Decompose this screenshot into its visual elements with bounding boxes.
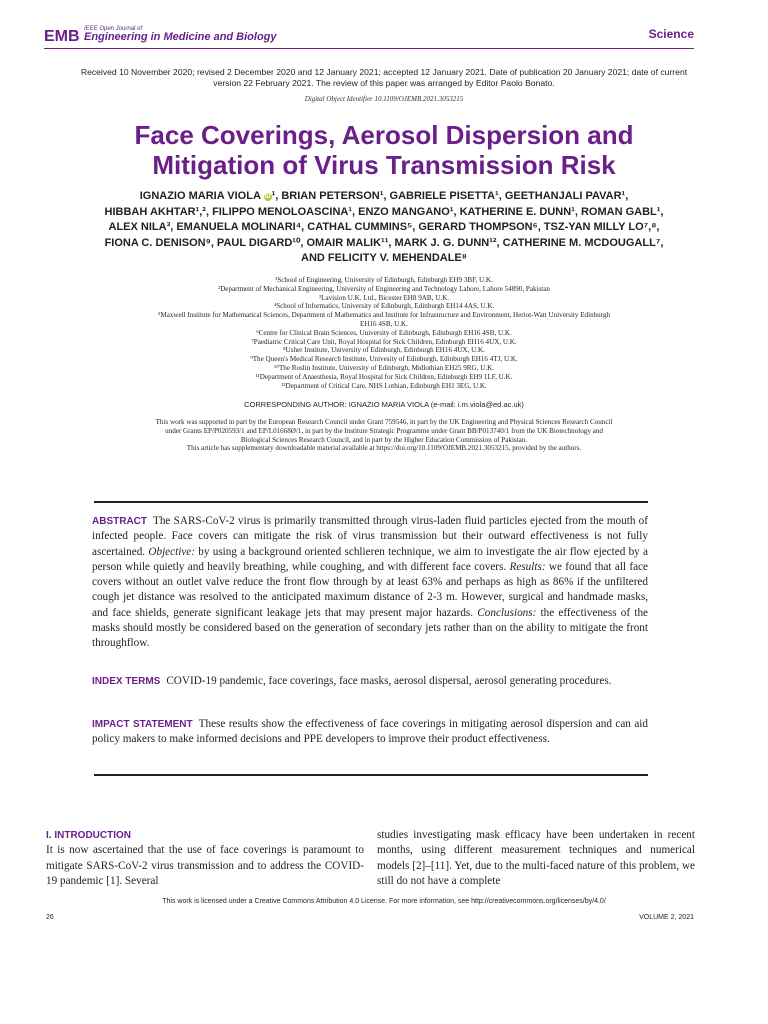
affiliation: ¹¹Department of Anaesthesia, Royal Hospital for Sick Children, Edinburgh EH9 1LF, U.K. <box>255 372 513 381</box>
author-line-4: FIONA C. DENISON⁹, PAUL DIGARD¹⁰, OMAIR MALIK¹¹, MARK J. G. DUNN¹², CATHERINE M. MCDOUGALL⁷, <box>104 236 664 249</box>
journal-name: Engineering in Medicine and Biology <box>84 31 277 43</box>
funding-line: under Grants EP/P020593/1 and EP/L01668Ø/1, in part by the Institute Strategic Programme under Grant BB/P013740/1 from the UK Biotechnology and <box>165 426 603 435</box>
affiliation: ⁴School of Informatics, University of Edinburgh, Edinburgh EH14 4AS, U.K. <box>273 302 495 311</box>
affiliation: ⁹The Queen's Medical Research Institute, Univesity of Edinburgh, Edinburgh EH16 4TJ, U.K. <box>250 355 518 364</box>
author-line-3: ALEX NILA³, EMANUELA MOLINARI⁴, CATHAL CUMMINS⁵, GERARD THOMPSON⁶, TSZ-YAN MILLY LO⁷,⁸, <box>108 221 660 233</box>
corresponding-author: CORRESPONDING AUTHOR: IGNAZIO MARIA VIOLA (e-mail: i.m.viola@ed.ac.uk) <box>244 400 524 409</box>
impact-text: These results show the effectiveness of face coverings in mitigating aerosol dispersion and can aid policy makers to make informed decisions and PPE developers to improve their product effectiveness. <box>92 718 648 746</box>
abstract-bottom-rule <box>94 774 648 776</box>
journal-small-label: IEEE Open Journal of <box>84 26 143 32</box>
license-notice: This work is licensed under a Creative Commons Attribution 4.0 License. For more information, see http://creativecommons.org/licenses/by/4.0/ <box>162 898 606 905</box>
index-terms-text: COVID-19 pandemic, face coverings, face masks, aerosol dispersal, aerosol generating procedures. <box>166 675 612 687</box>
abstract-text-3: we found that all face covers without an outlet valve reduce the front flow through by at least 63% and perhaps as high as 86% if the unfiltered cough jet distance was resolved to the anticipated maximum distance of 2-3 m. However, surgical and handmade masks, and face shields, generate significant leakage jets that may present major hazards. <box>92 560 648 619</box>
orcid-icon[interactable]: iD <box>264 194 271 200</box>
intro-left-text: It is now ascertained that the use of face coverings is paramount to mitigate SARS-CoV-2 virus transmission and to address the COVID-19 pandemic [1]. Several <box>46 844 364 887</box>
author-line-1-rest: , BRIAN PETERSON¹, GABRIELE PISETTA¹, GEETHANJALI PAVAR¹, <box>275 190 629 202</box>
impact-label: IMPACT STATEMENT <box>92 719 193 730</box>
affiliation: ¹²Department of Critical Care, NHS Lothian, Edinburgh EH1 3EG, U.K. <box>281 381 487 390</box>
author-first: IGNAZIO MARIA VIOLA <box>139 190 261 202</box>
affiliation: ¹School of Engineering, University of Edinburgh, Edinburgh EH9 3BF, U.K. <box>275 276 493 284</box>
author-line-1 <box>46 189 722 205</box>
funding-statement <box>90 418 678 453</box>
paper-title <box>60 120 708 180</box>
received-dates: Received 10 November 2020; revised 2 December 2020 and 12 January 2021; accepted 12 January 2021. Date of publication 20 January 2021; date of current version 22 February 2021. The review of this paper was arranged by Editor Paolo Bonato. <box>80 67 688 88</box>
funding-line: This work was supported in part by the European Research Council under Grant 759546, in part by the UK Engineering and Physical Sciences Research Council <box>155 418 613 426</box>
author-line-5: AND FELICITY V. MEHENDALE⁸ <box>301 252 467 264</box>
abstract-label: ABSTRACT <box>92 516 147 527</box>
header-divider <box>44 48 694 49</box>
impact-statement <box>92 717 648 748</box>
results-label: Results: <box>509 560 546 573</box>
title-line-1: Face Coverings, Aerosol Dispersion and <box>134 120 634 150</box>
intro-heading: I. INTRODUCTION <box>46 830 131 841</box>
affiliation: EH16 4SB, U.K. <box>360 319 408 328</box>
section-tag: Science <box>648 27 694 41</box>
abstract-text-1: The SARS-CoV-2 virus is primarily transmitted through virus-laden fluid particles ejected from the mouth of infected people. Face covers can mitigate the risk of virus transmission but their outward effectiveness is not fully ascertained. <box>92 515 648 558</box>
intro-left-column <box>46 828 364 889</box>
funding-line: This article has supplementary downloadable material available at https://doi.org/10.1109/OJEMB.2021.3053215, provided by the authors. <box>186 444 582 453</box>
affiliation: ⁷Paediatric Critical Care Unit, Royal Hospital for Sick Children, Edinburgh EH16 4UX, U.K. <box>251 337 517 346</box>
author-first-superscript: ¹ <box>271 190 276 202</box>
abstract-text-2: by using a background oriented schlieren technique, we aim to investigate the air flow ejected by a person while quietly and heavily breathing, while coughing, and with different face covers. <box>92 545 648 573</box>
author-line-2: HIBBAH AKHTAR¹,², FILIPPO MENOLOASCINA¹, ENZO MANGANO¹, KATHERINE E. DUNN¹, ROMAN GABL¹, <box>104 205 664 218</box>
funding-line: Biological Sciences Research Council, and in part by the Higher Education Commission of Pakistan. <box>240 435 528 444</box>
affiliation: ¹⁰The Roslin Institute, University of Edinburgh, Midlothian EH25 9RG, U.K. <box>273 363 494 372</box>
volume-label: VOLUME 2, 2021 <box>639 914 694 921</box>
doi: Digital Object Identifier 10.1109/OJEMB.2021.3053215 <box>304 95 464 103</box>
affiliation: ⁸Usher Institute, University of Edinburgh, Edinburgh EH16 4UX, U.K. <box>283 346 485 355</box>
affiliation: ⁶Centre for Clinical Brain Sciences, University of Edinburgh, Edinburgh EH16 4SB, U.K. <box>256 328 512 337</box>
affiliation: ²Department of Mechanical Engineering, University of Engineering and Technology Lahore, Lahore 54890, Pakistan <box>218 284 550 293</box>
abstract <box>92 514 648 652</box>
emb-logo-text: EMB <box>44 28 80 45</box>
conclusions-label: Conclusions: <box>477 606 537 619</box>
affiliation: ³Lavision U.K. Ltd., Bicester EH8 9AB, U.K. <box>319 293 449 302</box>
intro-right-column: studies investigating mask efficacy have been undertaken in recent months, using different measurement techniques and numerical models [2]–[11]. Yet, due to the multi-faced nature of this problem, we still do not have a complete <box>377 829 695 887</box>
objective-label: Objective: <box>148 545 195 558</box>
index-terms <box>92 674 648 689</box>
abstract-text-4: the effectiveness of the masks should mostly be considered based on the generation of secondary jets rather than on the ability to mitigate the front throughflow. <box>92 606 648 650</box>
emb-logo <box>44 24 80 46</box>
title-line-2: Mitigation of Virus Transmission Risk <box>152 150 616 180</box>
affiliation: ⁵Maxwell Institute for Mathematical Sciences, Department of Mathematics and Institute for Infrastructure and Environment, Heriot-Watt University Edinburgh <box>157 311 611 320</box>
index-terms-label: INDEX TERMS <box>92 676 161 687</box>
affiliations <box>80 276 688 390</box>
page-number: 26 <box>46 914 54 921</box>
author-list <box>46 189 722 267</box>
abstract-top-rule <box>94 501 648 503</box>
